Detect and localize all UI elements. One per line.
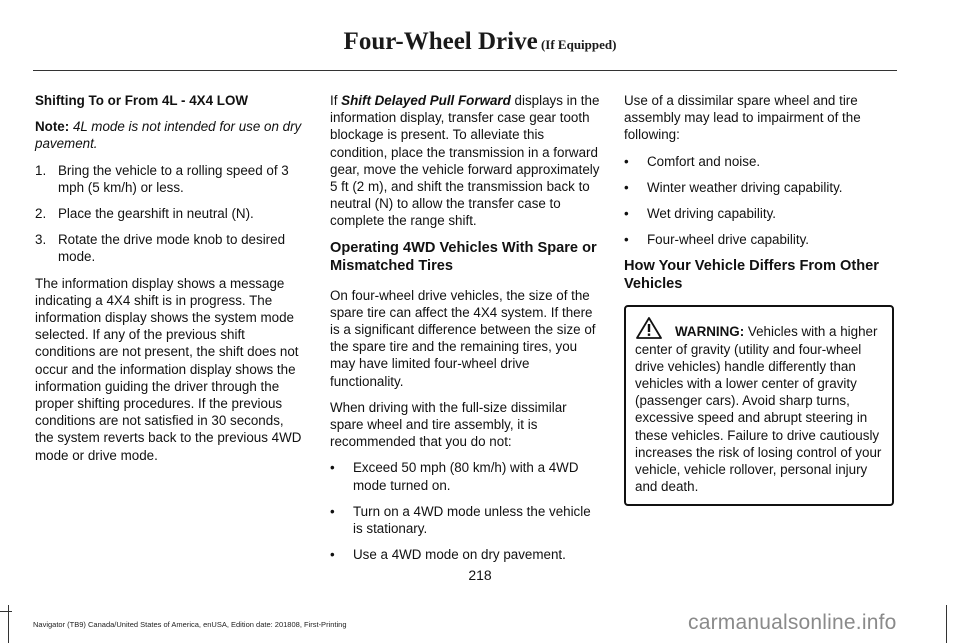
list-item: • Winter weather driving capability. — [624, 179, 843, 195]
warning-text: Vehicles with a higher center of gravity (utility and four-wheel drive vehicles) handle differently than vehicles with a lower center of gravity (passenger cars). Avoid sharp turns, excessive speed and abrupt steering in these vehicles. Failure to drive cautiously increases the risk of losing control of your vehicle, vehicle rollover, personal injury and death. — [635, 324, 882, 495]
paragraph: When driving with the full-size dissimilar spare wheel and tire assembly, it is recommended that you do not: — [330, 399, 567, 450]
header-rule — [33, 70, 897, 71]
warning-triangle-icon — [635, 317, 675, 339]
footer-text: Navigator (TB9) Canada/United States of America, enUSA, Edition date: 201808, First-Printing — [33, 620, 347, 629]
paragraph: Use of a dissimilar spare wheel and tire assembly may lead to impairment of the following: — [624, 93, 861, 143]
bullet-list — [330, 459, 600, 563]
section-heading: How Your Vehicle Differs From Other Vehicles — [624, 258, 879, 293]
bullet-list — [624, 153, 894, 249]
warning-label: WARNING: — [675, 324, 745, 340]
paragraph: The information display shows a message indicating a 4X4 shift is in progress. The information display shows the system mode selected. If any of the previous shift conditions are not present, the shift does not occur and the information display shows the information guiding the driver through the proper shifting procedures. If the previous conditions are not satisfied in 30 seconds, the system reverts back to the previous 4WD mode or drive mode. — [35, 275, 302, 463]
crop-mark — [0, 611, 12, 612]
list-item: • Comfort and noise. — [624, 153, 761, 169]
list-item: • Four-wheel drive capability. — [624, 232, 809, 248]
column-middle — [330, 92, 600, 572]
list-item: • Wet driving capability. — [624, 206, 777, 222]
section-heading: Shifting To or From 4L - 4X4 LOW — [35, 93, 249, 108]
steps-list — [35, 162, 305, 266]
paragraph: On four-wheel drive vehicles, the size of the spare tire can affect the 4X4 system. If there is a significant difference between the size of the spare tire and the remaining tires, you may have limited four-wheel drive functionality. — [330, 287, 596, 389]
section-heading: Operating 4WD Vehicles With Spare or Mismatched Tires — [330, 239, 597, 274]
crop-mark — [946, 605, 947, 643]
page-title: Four-Wheel Drive (If Equipped) — [343, 28, 617, 55]
page-subtitle: (If Equipped) — [537, 37, 617, 52]
list-item: 2. Place the gearshift in neutral (N). — [35, 206, 254, 222]
list-item: • Use a 4WD mode on dry pavement. — [330, 547, 566, 563]
list-item: • Turn on a 4WD mode unless the vehicle is stationary. — [330, 503, 591, 537]
list-item: 1. Bring the vehicle to a rolling speed of 3 mph (5 km/h) or less. — [35, 162, 289, 195]
column-right — [624, 92, 894, 506]
paragraph: If Shift Delayed Pull Forward displays in the information display, transfer case gear tooth blockage is present. To alleviate this condition, place the transmission in a forward gear, move the vehicle forward approximately 5 ft (2 m), and shift the transmission back to neutral (N) to allow the transfer case to complete the range shift. — [330, 93, 600, 229]
warning-box — [624, 305, 894, 506]
list-item: • Exceed 50 mph (80 km/h) with a 4WD mode turned on. — [330, 460, 579, 493]
watermark: carmanualsonline.info — [688, 611, 897, 634]
list-item: 3. Rotate the drive mode knob to desired mode. — [35, 232, 286, 265]
note: Note: 4L mode is not intended for use on dry pavement. — [35, 119, 302, 152]
page-number: 218 — [468, 567, 492, 583]
column-left — [35, 92, 305, 473]
